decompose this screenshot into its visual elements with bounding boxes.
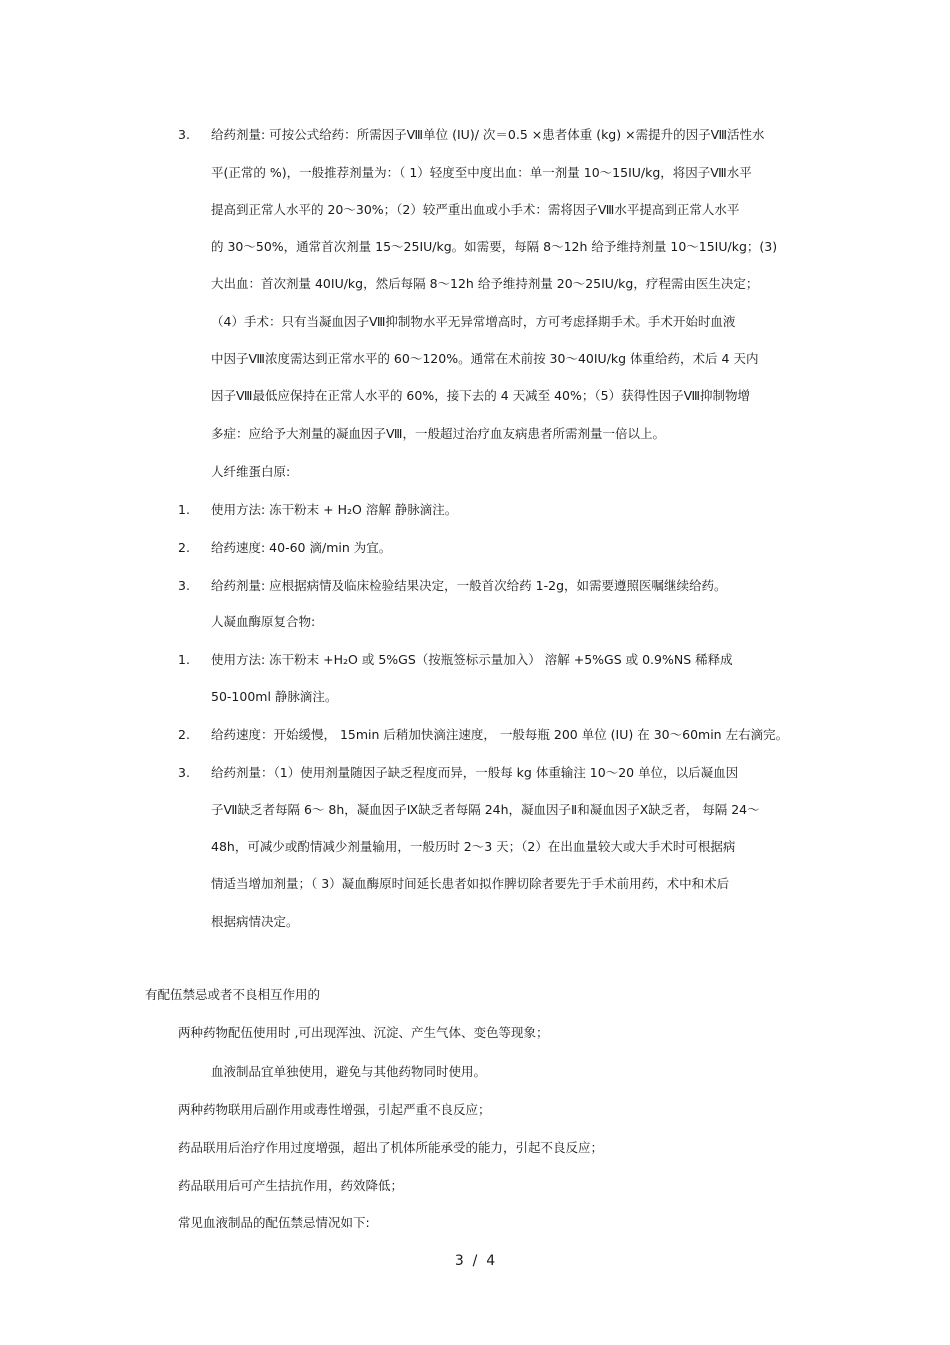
text-line: 常见血液制品的配伍禁忌情况如下: [178,1215,370,1230]
text-line: 中因子Ⅷ浓度需达到正常水平的 60～120%。通常在术前按 30～40IU/kg 体重给药，术后 4 天内 [211,351,759,366]
section-heading: 有配伍禁忌或者不良相互作用的 [145,987,321,1002]
text-line: 血液制品宜单独使用，避免与其他药物同时使用。 [211,1064,487,1079]
text-line: 药品联用后治疗作用过度增强，超出了机体所能承受的能力，引起不良反应； [178,1140,604,1155]
item-number: 2. [178,727,190,742]
text-line: 子Ⅶ缺乏者每隔 6～ 8h，凝血因子Ⅸ缺乏者每隔 24h，凝血因子Ⅱ和凝血因子Ⅹ缺乏者， 每隔 24～ [211,802,760,817]
text-line: 使用方法: 冻干粉末 +H₂O 或 5%GS（按瓶签标示量加入） 溶解 +5%GS 或 0.9%NS 稀释成 [211,652,733,667]
text-line: 多症：应给予大剂量的凝血因子Ⅷ，一般超过治疗血友病患者所需剂量一倍以上。 [211,426,665,441]
section-heading: 人凝血酶原复合物: [211,614,316,629]
item-number: 2. [178,540,190,555]
text-line: 根据病情决定。 [211,914,299,929]
text-line: 平(正常的 %)，一般推荐剂量为：（ 1）轻度至中度出血：单一剂量 10～15IU/kg，将因子Ⅷ水平 [211,165,752,180]
text-line: 因子Ⅷ最低应保持在正常人水平的 60%，接下去的 4 天减至 40%；（5）获得性因子Ⅷ抑制物增 [211,388,751,403]
item-number: 3. [178,127,190,142]
page-number: 3 / 4 [454,1253,496,1269]
text-line: 48h，可减少或酌情减少剂量输用，一般历时 2～3 天；（2）在出血量较大或大手术时可根据病 [211,839,736,854]
text-line: 给药剂量: 可按公式给药：所需因子Ⅷ单位 (IU)/ 次＝0.5 ×患者体重 (kg) ×需提升的因子Ⅷ活性水 [211,127,765,142]
text-line: 50-100ml 静脉滴注。 [211,689,338,704]
text-line: 给药速度: 40-60 滴/min 为宜。 [211,540,392,555]
text-line: 给药剂量：（1）使用剂量随因子缺乏程度而异，一般每 kg 体重输注 10～20 单位，以后凝血因 [211,765,739,780]
text-line: 给药速度：开始缓慢， 15min 后稍加快滴注速度， 一般每瓶 200 单位 (IU) 在 30～60min 左右滴完。 [211,727,789,742]
text-line: （4）手术：只有当凝血因子Ⅷ抑制物水平无异常增高时，方可考虑择期手术。手术开始时血液 [211,314,736,329]
text-line: 使用方法: 冻干粉末 + H₂O 溶解 静脉滴注。 [211,502,458,517]
item-number: 3. [178,765,190,780]
text-line: 给药剂量: 应根据病情及临床检验结果决定，一般首次给药 1-2g，如需要遵照医嘱继续给药。 [211,578,727,593]
text-line: 两种药物配伍使用时 ,可出现浑浊、沉淀、产生气体、变色等现象； [178,1025,549,1040]
text-line: 药品联用后可产生拮抗作用，药效降低； [178,1178,404,1193]
item-number: 3. [178,578,190,593]
item-number: 1. [178,502,190,517]
item-number: 1. [178,652,190,667]
text-line: 大出血：首次剂量 40IU/kg，然后每隔 8～12h 给予维持剂量 20～25IU/kg，疗程需由医生决定； [211,276,759,291]
text-line: 情适当增加剂量；（ 3）凝血酶原时间延长患者如拟作脾切除者要先于手术前用药，术中和术后 [211,876,730,891]
section-heading: 人纤维蛋白原: [211,464,291,479]
text-line: 提高到正常人水平的 20～30%；（2）较严重出血或小手术：需将因子Ⅷ水平提高到正常人水平 [211,202,740,217]
text-line: 两种药物联用后副作用或毒性增强，引起严重不良反应； [178,1102,491,1117]
text-line: 的 30～50%，通常首次剂量 15～25IU/kg。如需要，每隔 8～12h 给予维持剂量 10～15IU/kg；(3) [211,239,778,254]
